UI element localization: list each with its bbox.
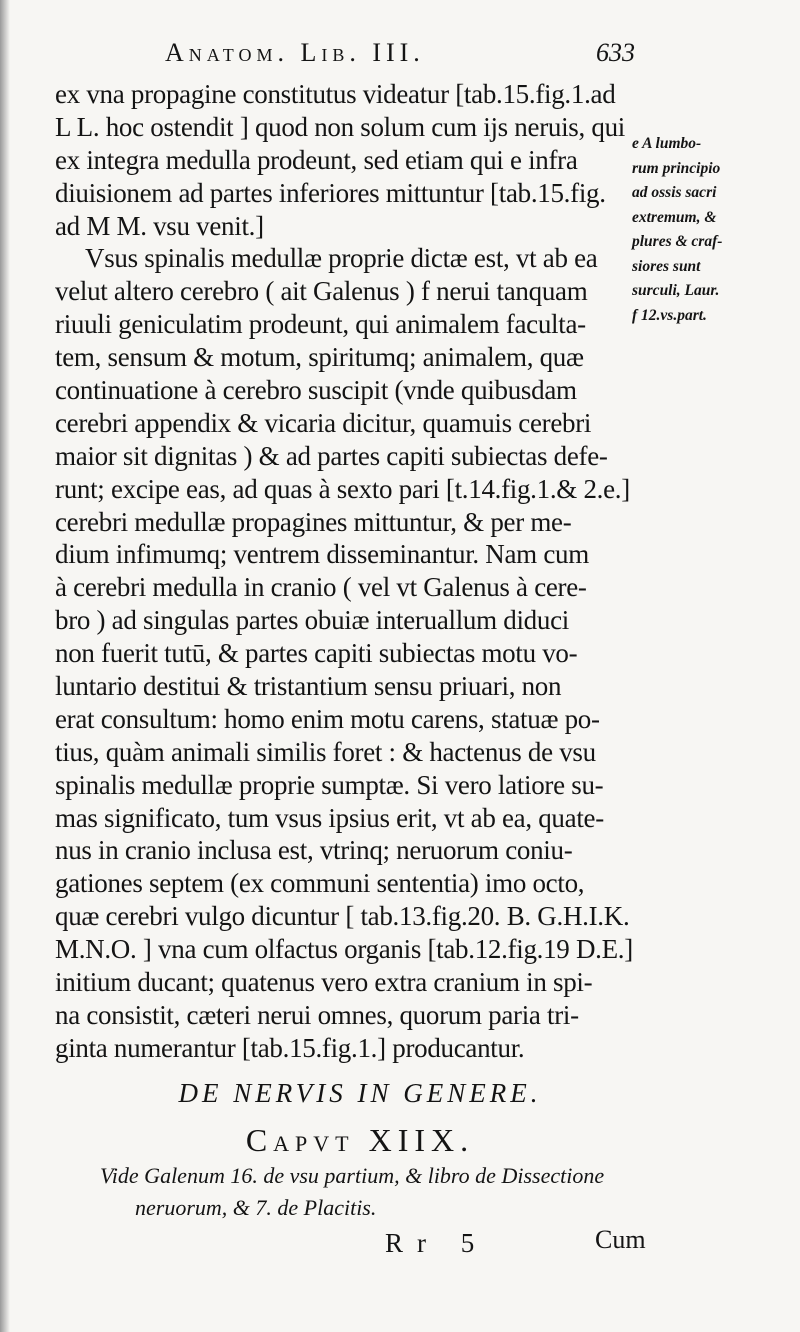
margin-notes [632, 132, 797, 328]
running-head-title: Anatom. Lib. III. [165, 38, 425, 67]
text-line: spinalis medullæ proprie sumptæ. Si vero latiore su- [55, 769, 604, 800]
text-line: diuisionem ad partes inferiores mittuntur [tab.15.fig. [55, 177, 606, 208]
margin-note-line: siores sunt [632, 257, 701, 275]
section-heading: DE NERVIS IN GENERE. [178, 1078, 542, 1108]
signature-mark: Rr 5 [385, 1228, 489, 1258]
margin-note-line: rum principio [632, 159, 721, 177]
text-line: ad M M. vsu venit.] [55, 210, 264, 241]
chapter-heading: Capvt XIIX. [245, 1122, 475, 1158]
body-text [55, 78, 635, 1065]
running-head [165, 38, 635, 78]
text-line: runt; excipe eas, ad quas à sexto pari [t.14.fig.1.& 2.e.] [55, 473, 630, 504]
margin-note-line: plures & craf- [632, 233, 723, 250]
text-line: gationes septem (ex communi sententia) imo octo, [55, 868, 585, 899]
text-line: cerebri medullæ propagines mittuntur, & per me- [55, 506, 572, 537]
text-line: non fuerit tutū, & partes capiti subiectas motu vo- [55, 638, 578, 669]
margin-note-line: ad ossis sacri [632, 184, 717, 201]
text-line: quæ cerebri vulgo dicuntur [ tab.13.fig.20. B. G.H.I.K. [55, 901, 630, 932]
text-line: M.N.O. ] vna cum olfactus organis [tab.12.fig.19 D.E.] [55, 934, 633, 965]
margin-note-line: extremum, & [632, 208, 717, 226]
text-line: L L. hoc ostendit ] quod non solum cum ijs neruis, qui [55, 111, 625, 142]
text-line: tius, quàm animali similis foret : & hactenus de vsu [55, 736, 596, 767]
text-line: velut altero cerebro ( ait Galenus ) f nerui tanquam [55, 276, 588, 307]
text-line: mas significato, tum vsus ipsius erit, vt ab ea, quate- [55, 802, 604, 833]
margin-note-line: e A lumbo- [632, 135, 702, 152]
text-line: ginta numerantur [tab.15.fig.1.] producantur. [55, 1032, 525, 1063]
text-line: maior sit dignitas ) & ad partes capiti subiectas defe- [55, 440, 608, 471]
text-line: dium infimumq; ventrem disseminantur. Nam cum [55, 539, 589, 570]
text-line: na consistit, cæteri nerui omnes, quorum paria tri- [55, 999, 579, 1030]
text-line: ex integra medulla prodeunt, sed etiam qui e infra [55, 144, 578, 175]
reference-line: neruorum, & 7. de Placitis. [135, 1195, 377, 1220]
text-line: luntario destitui & tristantium sensu priuari, non [55, 671, 562, 702]
text-line: initium ducant; quatenus vero extra cranium in spi- [55, 967, 593, 998]
text-line: cerebri appendix & vicaria dicitur, quamuis cerebri [55, 407, 592, 438]
text-line: nus in cranio inclusa est, vtrinq; neruorum coniu- [55, 835, 573, 866]
catchword: Cum [595, 1225, 646, 1254]
margin-note-line: f 12.vs.part. [632, 306, 707, 324]
text-line: erat consultum: homo enim motu carens, statuæ po- [55, 703, 600, 734]
text-line: bro ) ad singulas partes obuiæ interuallum diduci [55, 605, 569, 636]
page-number: 633 [596, 38, 635, 67]
reference-note [100, 1160, 700, 1224]
margin-note-line: surculi, Laur. [632, 282, 720, 299]
text-line: tem, sensum & motum, spiritumq; animalem, quæ [55, 342, 584, 373]
text-line: ex vna propagine constitutus videatur [tab.15.fig.1.ad [55, 79, 616, 109]
reference-line: Vide Galenum 16. de vsu partium, & libro de Dissectione [100, 1163, 605, 1188]
text-line: riuuli geniculatim prodeunt, qui animalem faculta- [55, 309, 586, 340]
text-line: continuatione à cerebro suscipit (vnde quibusdam [55, 375, 577, 406]
text-line: à cerebri medulla in cranio ( vel vt Galenus à cere- [55, 572, 587, 603]
text-line: Vsus spinalis medullæ proprie dictæ est, vt ab ea [85, 243, 598, 274]
